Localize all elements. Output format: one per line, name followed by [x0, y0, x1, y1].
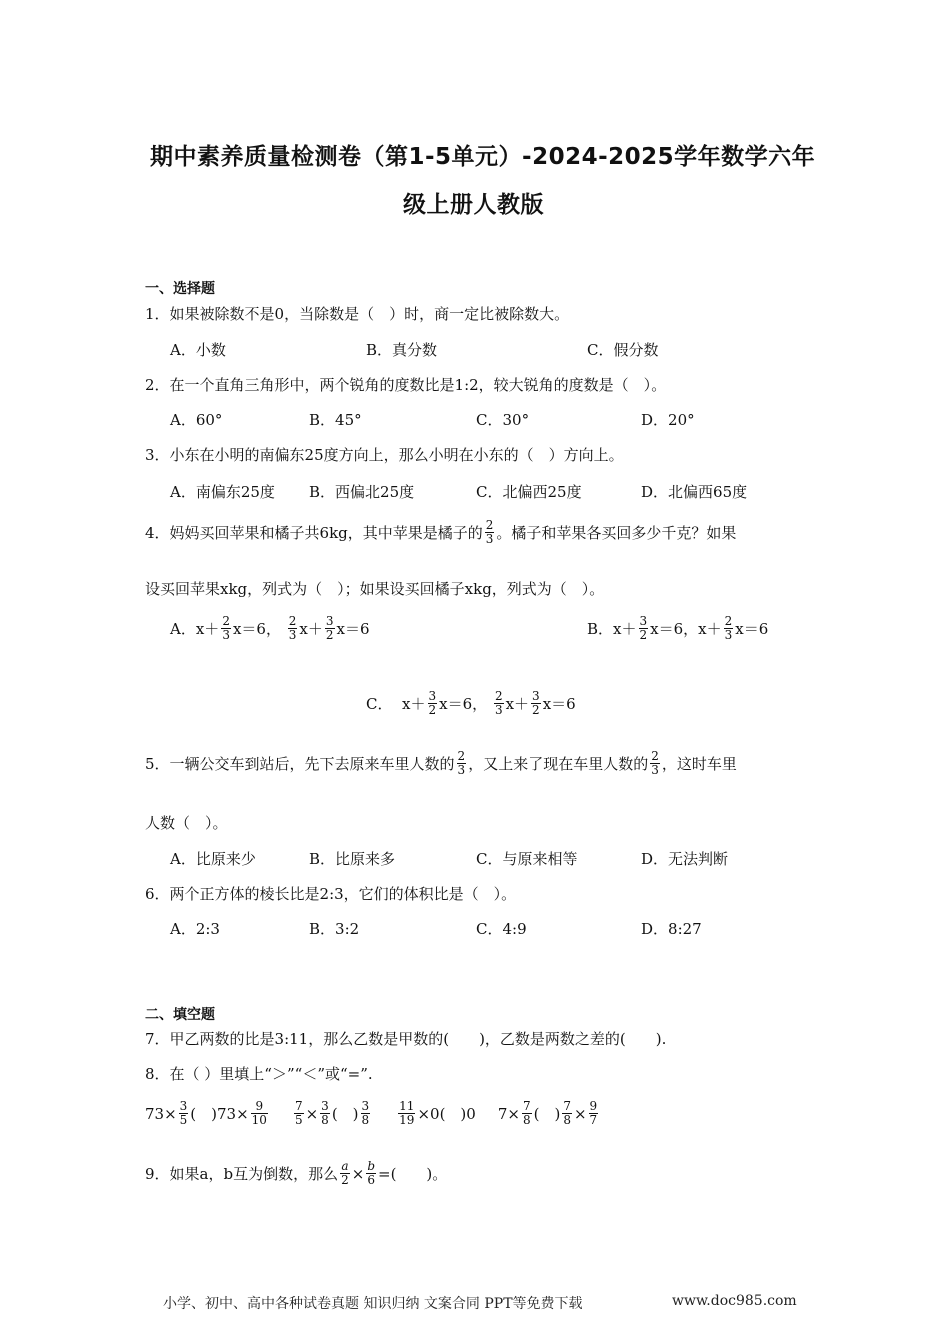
q4-text-pre: 4．妈妈买回苹果和橘子共6kg，其中苹果是橘子的 [145, 524, 483, 542]
fraction-9-7: $\frac{9}{7}$ [589, 1099, 598, 1127]
fraction-11-19: $\frac{11}{19}$ [399, 1099, 415, 1127]
fraction-2-3: $\frac{2}{3}$ [651, 749, 659, 777]
q1-option-b: B．真分数 [366, 341, 438, 359]
q4-option-c: C． x＋ $\frac{3}{2}$ x＝6， $\frac{2}{3}$ x＋ $\frac{3}{2}$ x＝6 [366, 689, 576, 717]
fraction-3-8: $\frac{3}{8}$ [321, 1099, 329, 1127]
q2-option-b: B．45° [309, 411, 362, 429]
q3-option-a: A．南偏东25度 [170, 483, 275, 501]
question-2: 2．在一个直角三角形中，两个锐角的度数比是1:2，较大锐角的度数是（ ）。 [145, 376, 667, 394]
question-3: 3．小东在小明的南偏东25度方向上，那么小明在小东的（ ）方向上。 [145, 446, 624, 464]
section-heading-fill: 二、填空题 [145, 1007, 215, 1023]
q4-text-post: 。橘子和苹果各买回多少千克？如果 [496, 524, 737, 542]
fraction-2-3: $\frac{2}{3}$ [457, 749, 466, 777]
q3-option-b: B．西偏北25度 [309, 483, 415, 501]
fraction-2-3: $\frac{2}{3}$ [485, 518, 494, 546]
footer-text: 小学、初中、高中各种试卷真题 知识归纳 文案合同 PPT等免费下载 [163, 1296, 583, 1312]
footer-url[interactable]: www.doc985.com [672, 1293, 797, 1309]
q4-option-a: A． x＋ $\frac{2}{3}$ x＝6， $\frac{2}{3}$ x＋ $\frac{3}{2}$ x＝6 [170, 614, 370, 642]
q1-option-c: C．假分数 [587, 341, 659, 359]
question-9: 9．如果a，b互为倒数，那么 $\frac{a}{2}$ × $\frac{b}{6}$ =( )。 [145, 1159, 448, 1187]
q3-option-d: D．北偏西65度 [641, 483, 748, 501]
fraction-9-10: $\frac{9}{10}$ [251, 1099, 267, 1127]
fraction-3-2: $\frac{3}{2}$ [532, 689, 540, 717]
section-heading-choice: 一、选择题 [145, 281, 215, 297]
question-4 [145, 519, 736, 546]
q6-option-b: B．3:2 [309, 920, 360, 938]
fraction-7-8: $\frac{7}{8}$ [563, 1099, 571, 1127]
fraction-3-2: $\frac{3}{2}$ [428, 689, 437, 717]
q2-option-a: A．60° [170, 411, 223, 429]
question-8-expressions: 73× $\frac{3}{5}$ ( )73× $\frac{9}{10}$ $\frac{7}{5}$ × $\frac{3}{8}$ ( ) $\frac{3}{8}$ $\frac{11}{19}$ ×0( )0 7× $\frac{7}{8}$ ( ) $\frac{7}{8}$ × $\frac{9}{7}$ [145, 1099, 598, 1127]
q5-option-d: D．无法判断 [641, 850, 729, 868]
question-6: 6．两个正方体的棱长比是2:3，它们的体积比是（ ）。 [145, 885, 517, 903]
question-5-line2: 人数（ ）。 [145, 814, 228, 832]
page-title-line2: 级上册人教版 [403, 192, 544, 218]
fraction-3-8: $\frac{3}{8}$ [361, 1099, 370, 1127]
q6-option-d: D．8:27 [641, 920, 702, 938]
q5-option-c: C．与原来相等 [476, 850, 578, 868]
q1-option-a: A．小数 [170, 341, 226, 359]
fraction-a-2: $\frac{a}{2}$ [341, 1159, 349, 1187]
page-title: 期中素养质量检测卷（第1-5单元）-2024-2025学年数学六年 [150, 144, 816, 170]
question-5: 5．一辆公交车到站后，先下去原来车里人数的 $\frac{2}{3}$ ，又上来了现在车里人数的 $\frac{2}{3}$ ，这时车里 [145, 749, 737, 777]
fraction-2-3: $\frac{2}{3}$ [288, 614, 297, 642]
fraction-7-5: $\frac{7}{5}$ [294, 1099, 303, 1127]
fraction-3-2: $\frac{3}{2}$ [639, 614, 648, 642]
question-7: 7．甲乙两数的比是3:11，那么乙数是甲数的( )，乙数是两数之差的( ). [145, 1030, 667, 1048]
q3-option-c: C．北偏西25度 [476, 483, 582, 501]
q4-option-b: B． x＋ $\frac{3}{2}$ x＝6， x＋ $\frac{2}{3}$ x＝6 [587, 614, 769, 642]
fraction-3-2: $\frac{3}{2}$ [325, 614, 334, 642]
q5-option-b: B．比原来多 [309, 850, 396, 868]
fraction-2-3: $\frac{2}{3}$ [724, 614, 733, 642]
question-8: 8．在（ ）里填上“＞”“＜”或“=”. [145, 1065, 373, 1083]
q6-option-c: C．4:9 [476, 920, 527, 938]
q2-option-d: D．20° [641, 411, 695, 429]
fraction-2-3: $\frac{2}{3}$ [494, 689, 503, 717]
fraction-2-3: $\frac{2}{3}$ [222, 614, 230, 642]
q2-option-c: C．30° [476, 411, 530, 429]
q6-option-a: A．2:3 [170, 920, 220, 938]
question-4-line2: 设买回苹果xkg，列式为（ ）；如果设买回橘子xkg，列式为（ ）。 [145, 580, 605, 598]
fraction-b-6: $\frac{b}{6}$ [367, 1159, 375, 1187]
q5-option-a: A．比原来少 [170, 850, 256, 868]
fraction-3-5: $\frac{3}{5}$ [179, 1099, 188, 1127]
fraction-7-8: $\frac{7}{8}$ [522, 1099, 531, 1127]
question-1: 1．如果被除数不是0，当除数是（ ）时，商一定比被除数大。 [145, 305, 570, 323]
